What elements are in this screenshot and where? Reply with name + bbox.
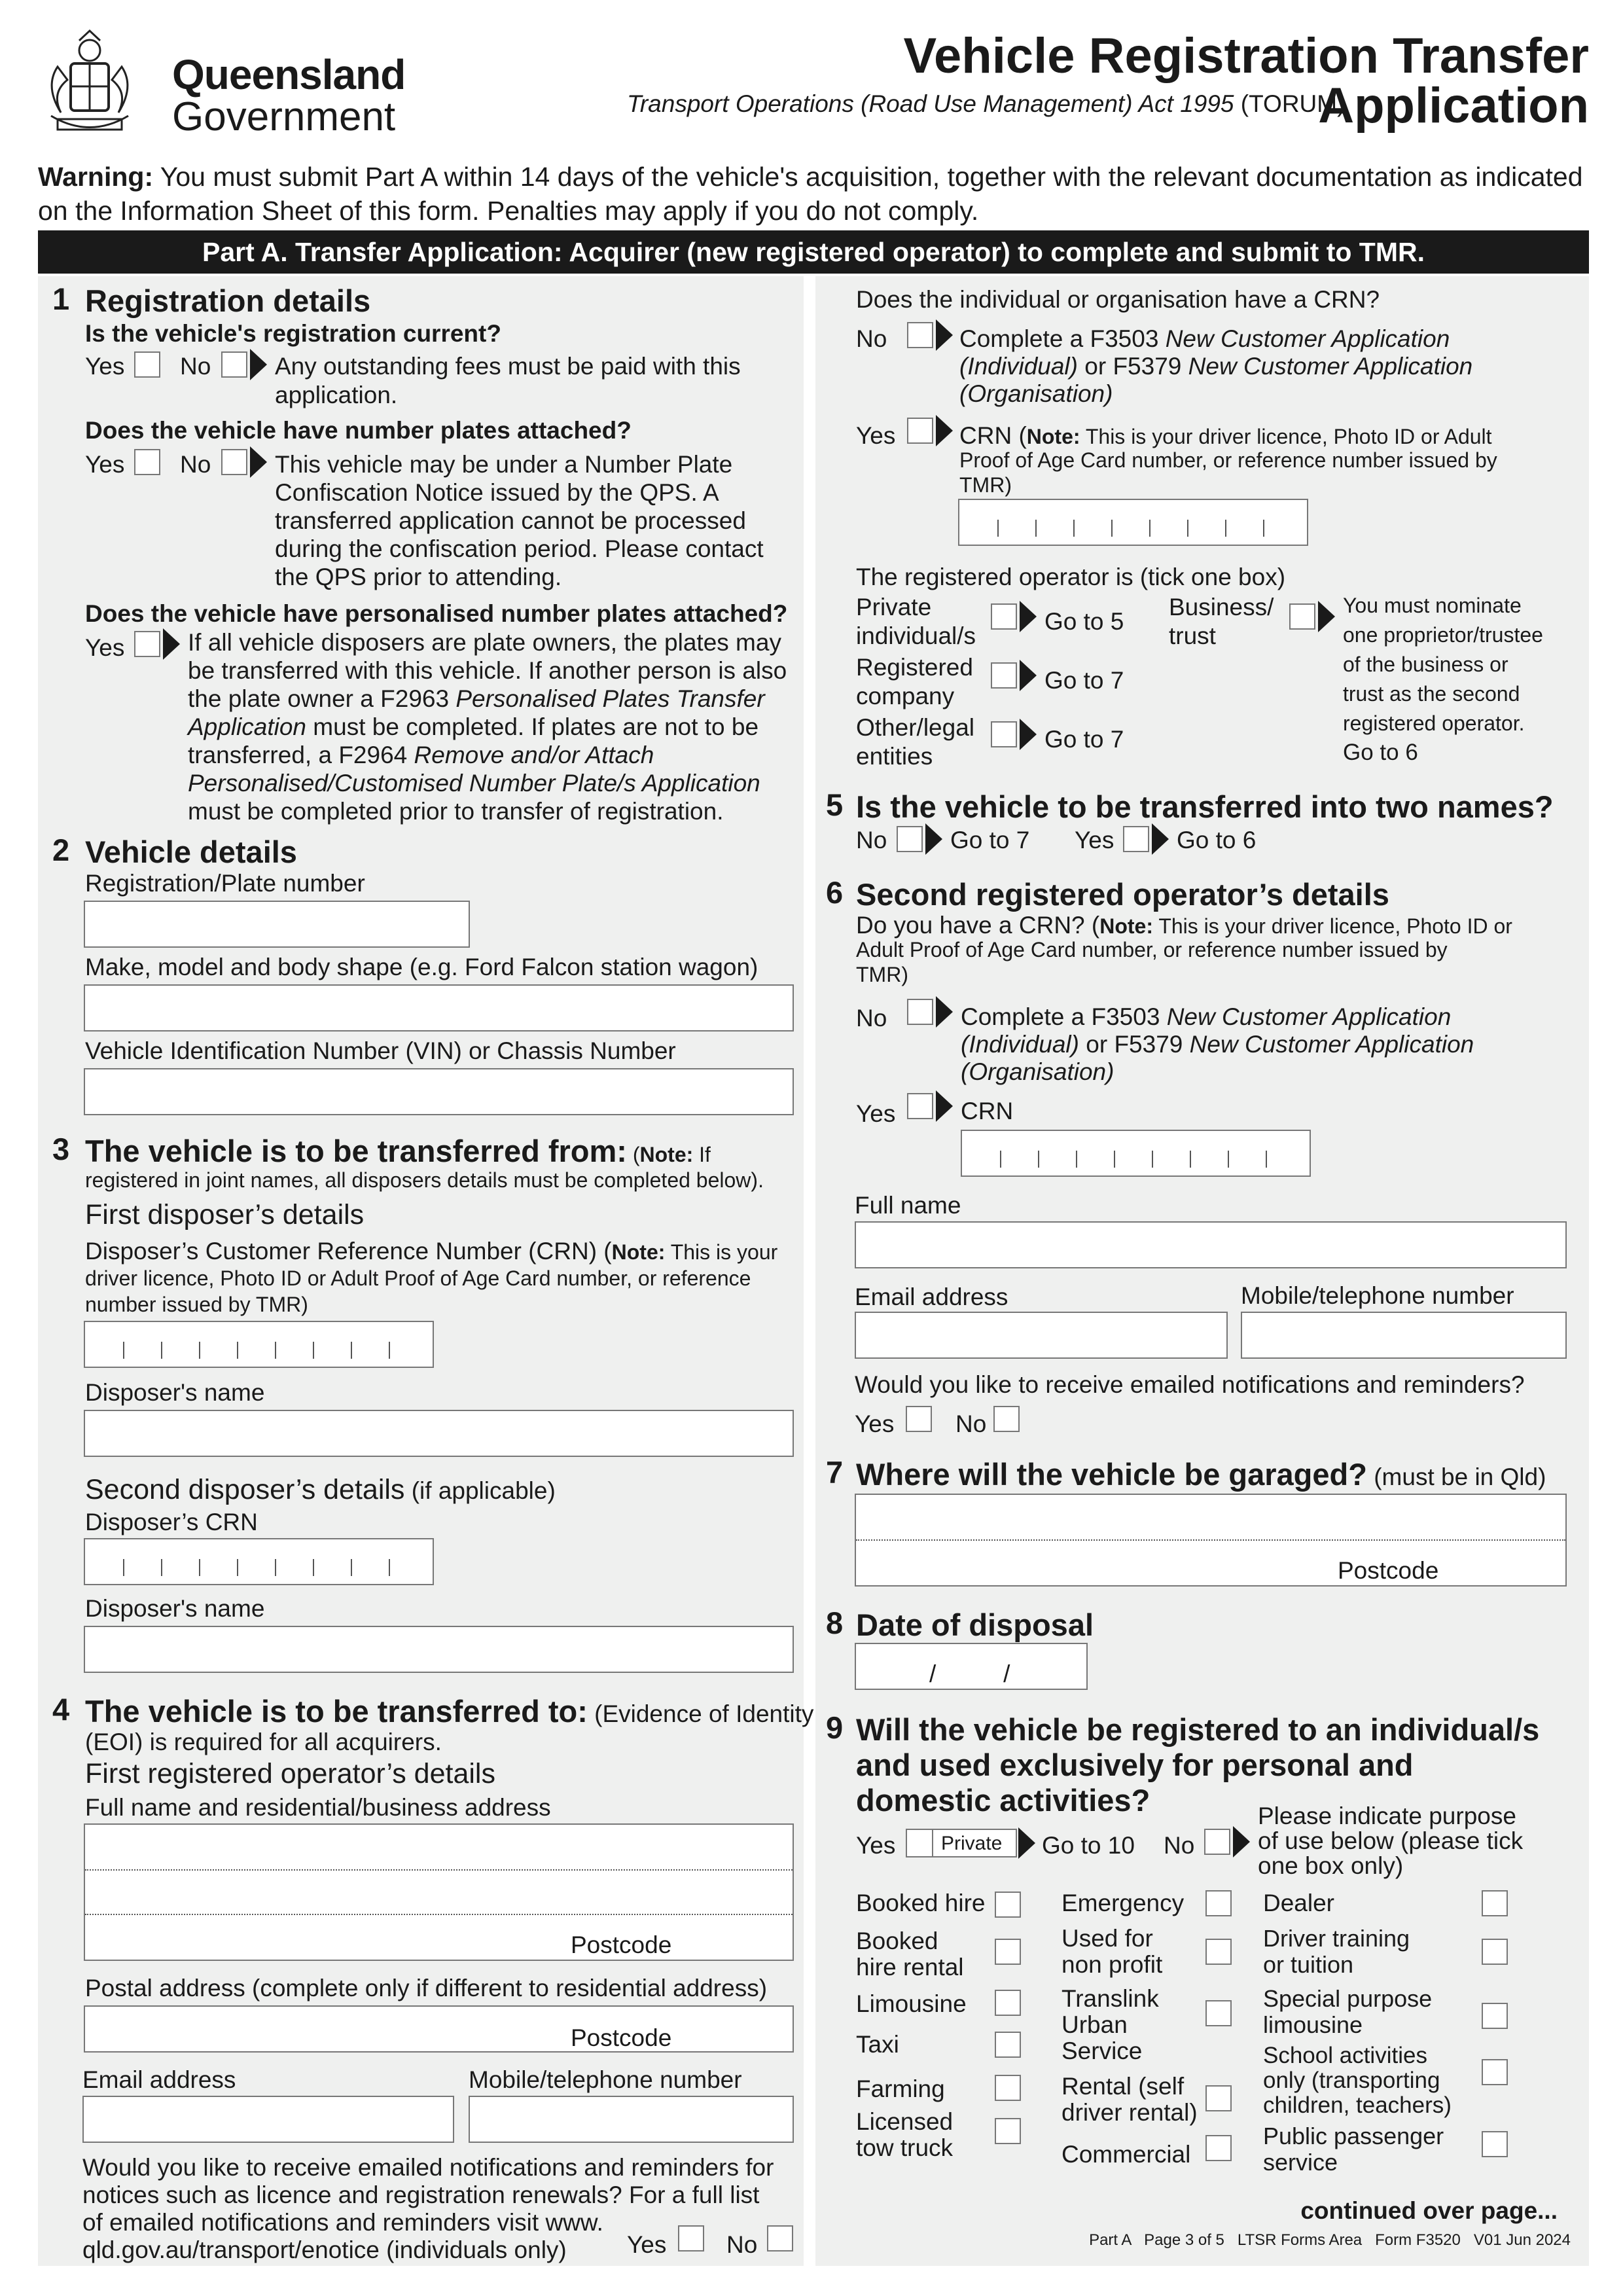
second-email-input[interactable] (855, 1312, 1228, 1359)
crn-yes-text: Proof of Age Card number, or reference number issued by (959, 448, 1497, 472)
section-7-title: Where will the vehicle be garaged? (must be in Qld) (856, 1457, 1546, 1492)
second-notif-yes-checkbox[interactable] (906, 1406, 932, 1432)
disposer-crn-label: Disposer’s Customer Reference Number (CRN) (Note: This is your (85, 1238, 778, 1265)
other-entities-checkbox[interactable] (991, 721, 1017, 747)
email-input[interactable] (82, 2096, 454, 2143)
second-crn-question: TMR) (856, 963, 908, 986)
queensland-government-logo (38, 27, 418, 145)
registered-company-label: Registered (856, 654, 973, 681)
second-crn-no-label: No (856, 1005, 887, 1031)
purpose-tow-truck-label: Licensed (856, 2108, 954, 2135)
fullname-label: Full name (855, 1192, 961, 1219)
goto-7-label: Go to 7 (950, 827, 1030, 853)
business-trust-note: You must nominate (1343, 594, 1522, 617)
arrow-right-icon (925, 823, 942, 855)
purpose-booked-hire-checkbox[interactable] (995, 1892, 1021, 1918)
second-crn-no-checkbox[interactable] (907, 999, 933, 1025)
plates-no-checkbox[interactable] (221, 449, 247, 475)
personalised-note: the plate owner a F2963 Personalised Plates Transfer (188, 685, 765, 712)
second-fullname-input[interactable] (855, 1221, 1567, 1268)
operator-crn-input[interactable] (958, 499, 1308, 546)
purpose-rental-label: driver rental) (1061, 2099, 1198, 2126)
two-names-yes-checkbox[interactable] (1123, 826, 1149, 852)
two-names-no-checkbox[interactable] (897, 826, 923, 852)
reg-current-no-label: No (180, 353, 211, 380)
second-email-label: Email address (855, 1283, 1008, 1310)
purpose-taxi-checkbox[interactable] (995, 2032, 1021, 2058)
warning-text: Warning: You must submit Part A within 14 days of the vehicle's acquisition, together with the relevant documentation as indicated on the Information Sheet of this form. Penalties may apply if you do not comply. (38, 162, 1583, 226)
second-notif-no-checkbox[interactable] (993, 1406, 1020, 1432)
vin-label: Vehicle Identification Number (VIN) or Chassis Number (85, 1037, 676, 1064)
postal-address-input[interactable] (84, 2005, 794, 2053)
arrow-right-icon (1152, 823, 1169, 855)
registered-company-label: company (856, 683, 955, 709)
personalised-yes-label: Yes (85, 634, 125, 661)
section-9-title: Will the vehicle be registered to an individual/s (856, 1712, 1540, 1747)
section-6-title: Second registered operator’s details (856, 877, 1389, 912)
postcode-label: Postcode (571, 1931, 672, 1958)
first-disposer-title: First disposer’s details (85, 1199, 365, 1230)
purpose-dealer-label: Dealer (1263, 1890, 1334, 1916)
second-crn-no-text: (Organisation) (961, 1058, 1115, 1085)
crn-yes-text: CRN (Note: This is your driver licence, Photo ID or Adult (959, 422, 1492, 449)
notification-text: of emailed notifications and reminders visit www. (82, 2209, 603, 2236)
purpose-non-profit-label: non profit (1061, 1951, 1163, 1978)
purpose-special-limousine-checkbox[interactable] (1482, 2003, 1508, 2029)
disposer-crn-note: number issued by TMR) (85, 1293, 308, 1316)
registered-company-checkbox[interactable] (991, 662, 1017, 689)
arrow-right-icon (250, 349, 267, 380)
logo-government: Government (172, 94, 396, 139)
personal-use-no-label: No (1164, 1832, 1195, 1859)
purpose-special-limousine-label: limousine (1263, 2011, 1363, 2038)
disposer-crn-note: driver licence, Photo ID or Adult Proof of Age Card number, or reference (85, 1266, 751, 1290)
business-trust-note: of the business or (1343, 653, 1508, 676)
notification-text: qld.gov.au/transport/enotice (individuals only) (82, 2236, 567, 2263)
first-disposer-name-input[interactable] (84, 1410, 794, 1457)
purpose-booked-hire-rental-label: hire rental (856, 1954, 964, 1981)
first-disposer-crn-input[interactable] (84, 1321, 434, 1368)
second-disposer-title: Second disposer’s details (if applicable) (85, 1474, 556, 1505)
postcode-label: Postcode (1338, 1557, 1439, 1584)
personalised-yes-checkbox[interactable] (134, 631, 160, 657)
second-disposer-crn-label: Disposer’s CRN (85, 1509, 258, 1535)
section-5-number: 5 (826, 787, 844, 822)
second-crn-yes-checkbox[interactable] (907, 1093, 933, 1119)
postal-label: Postal address (complete only if different to residential address) (85, 1975, 768, 2001)
purpose-note: Please indicate purpose (1258, 1803, 1516, 1829)
business-trust-note: Go to 6 (1343, 740, 1418, 765)
purpose-limousine-label: Limousine (856, 1990, 967, 2017)
crn-yes-label: Yes (856, 422, 896, 449)
purpose-farming-label: Farming (856, 2075, 945, 2102)
business-trust-label: Business/ (1169, 594, 1274, 620)
second-crn-question: Do you have a CRN? (Note: This is your driver licence, Photo ID or (856, 912, 1512, 939)
form-title: Vehicle Registration Transfer Application (903, 28, 1589, 134)
plates-note: This vehicle may be under a Number Plate (275, 451, 733, 478)
plates-yes-checkbox[interactable] (134, 449, 160, 475)
arrow-right-icon (936, 1090, 953, 1122)
plates-note: during the confiscation period. Please contact (275, 535, 764, 562)
second-phone-label: Mobile/telephone number (1241, 1282, 1514, 1309)
logo-queensland: Queensland (172, 51, 406, 98)
arrow-right-icon (1233, 1826, 1250, 1857)
operator-type-question: The registered operator is (tick one box) (856, 564, 1286, 590)
reg-current-no-checkbox[interactable] (221, 351, 247, 378)
second-crn-yes-label: Yes (856, 1100, 896, 1127)
second-phone-input[interactable] (1241, 1312, 1567, 1359)
second-operator-crn-input[interactable] (961, 1130, 1311, 1177)
plates-yes-label: Yes (85, 451, 125, 478)
purpose-note: one box only) (1258, 1852, 1404, 1879)
reg-current-question: Is the vehicle's registration current? (85, 320, 501, 347)
purpose-commercial-checkbox[interactable] (1205, 2135, 1232, 2161)
two-names-no-label: No (856, 827, 887, 853)
section-2-number: 2 (52, 833, 70, 867)
vin-input[interactable] (84, 1068, 794, 1115)
section-2-title: Vehicle details (85, 834, 297, 869)
crn-question: Does the individual or organisation have a CRN? (856, 286, 1380, 313)
address-input[interactable] (84, 1823, 794, 1961)
business-trust-note: trust as the second (1343, 682, 1520, 706)
make-model-input[interactable] (84, 984, 794, 1031)
purpose-rental-checkbox[interactable] (1205, 2085, 1232, 2111)
purpose-public-passenger-checkbox[interactable] (1482, 2131, 1508, 2157)
notif-yes-label: Yes (627, 2231, 667, 2258)
other-entities-label: entities (856, 743, 933, 770)
purpose-school-label: children, teachers) (1263, 2092, 1452, 2118)
arrow-right-icon (163, 628, 180, 660)
section-8-number: 8 (826, 1605, 844, 1640)
purpose-school-checkbox[interactable] (1482, 2059, 1508, 2085)
second-notif-question: Would you like to receive emailed notifications and reminders? (855, 1371, 1525, 1398)
purpose-translink-label: Service (1061, 2037, 1143, 2064)
goto-7-label: Go to 7 (1044, 726, 1124, 753)
arrow-right-icon (250, 446, 267, 478)
phone-label: Mobile/telephone number (469, 2066, 742, 2093)
purpose-booked-hire-label: Booked hire (856, 1890, 986, 1916)
purpose-school-label: School activities (1263, 2043, 1427, 2068)
purpose-public-passenger-label: service (1263, 2149, 1338, 2176)
section-8-title: Date of disposal (856, 1607, 1094, 1642)
crn-yes-text: TMR) (959, 473, 1012, 497)
second-crn-label: CRN (961, 1098, 1014, 1124)
disposer-name-label: Disposer's name (85, 1379, 265, 1406)
garage-address-input[interactable] (855, 1494, 1567, 1587)
purpose-driver-training-checkbox[interactable] (1482, 1939, 1508, 1965)
second-crn-no-text: Complete a F3503 New Customer Application (961, 1003, 1452, 1030)
date-separators: / / (929, 1660, 1010, 1687)
second-disposer-name-label: Disposer's name (85, 1595, 265, 1622)
dotted-line (85, 1869, 793, 1871)
form-subtitle: Transport Operations (Road Use Management) Act 1995 (TORUM) (627, 90, 1346, 117)
rego-input[interactable] (84, 901, 470, 948)
notif-yes-checkbox[interactable] (678, 2225, 704, 2251)
plates-no-label: No (180, 451, 211, 478)
arrow-right-icon (936, 319, 953, 351)
private-individual-checkbox[interactable] (991, 603, 1017, 630)
second-crn-no-text: (Individual) or F5379 New Customer Application (961, 1031, 1474, 1058)
purpose-taxi-label: Taxi (856, 2031, 899, 2058)
postcode-label: Postcode (571, 2024, 672, 2051)
purpose-dealer-checkbox[interactable] (1482, 1890, 1508, 1916)
private-individual-label: individual/s (856, 622, 976, 649)
arrow-right-icon (1020, 660, 1037, 691)
two-names-yes-label: Yes (1075, 827, 1115, 853)
section-5-title: Is the vehicle to be transferred into two names? (856, 789, 1554, 824)
part-a-header-bar: Part A. Transfer Application: Acquirer (new registered operator) to complete and submit to TMR. (38, 230, 1589, 274)
reg-current-yes-label: Yes (85, 353, 125, 380)
date-of-disposal-input[interactable] (855, 1643, 1088, 1690)
section-1-number: 1 (52, 281, 70, 316)
second-disposer-crn-input[interactable] (84, 1538, 434, 1585)
second-disposer-name-input[interactable] (84, 1626, 794, 1673)
reg-current-note: Any outstanding fees must be paid with this (275, 353, 741, 380)
section-3-note: registered in joint names, all disposers details must be completed below). (85, 1168, 764, 1192)
personal-use-yes-checkbox[interactable] (906, 1829, 1017, 1857)
crn-no-checkbox[interactable] (907, 322, 933, 348)
business-trust-note: registered operator. (1343, 711, 1525, 735)
phone-input[interactable] (469, 2096, 794, 2143)
goto-5-label: Go to 5 (1044, 608, 1124, 635)
section-9-number: 9 (826, 1710, 844, 1745)
coat-of-arms-icon (38, 27, 141, 145)
email-label: Email address (82, 2066, 236, 2093)
plates-note: Confiscation Notice issued by the QPS. A (275, 479, 719, 506)
purpose-farming-checkbox[interactable] (995, 2075, 1021, 2101)
purpose-public-passenger-label: Public passenger (1263, 2123, 1444, 2149)
business-trust-note: one proprietor/trustee (1343, 623, 1543, 647)
personalised-plates-question: Does the vehicle have personalised number plates attached? (85, 600, 788, 627)
first-operator-title: First registered operator’s details (85, 1758, 495, 1789)
section-3-number: 3 (52, 1132, 70, 1166)
section-4-title: The vehicle is to be transferred to: (Evidence of Identity (85, 1694, 814, 1729)
business-trust-label: trust (1169, 622, 1216, 649)
purpose-rental-label: Rental (self (1061, 2073, 1185, 2100)
reg-current-note: application. (275, 382, 398, 408)
other-entities-label: Other/legal (856, 714, 974, 741)
purpose-driver-training-label: Driver training (1263, 1925, 1410, 1952)
arrow-right-icon (1318, 601, 1335, 632)
personalised-note: If all vehicle disposers are plate owners, the plates may (188, 629, 781, 656)
crn-yes-checkbox[interactable] (907, 418, 933, 444)
section-7-number: 7 (826, 1455, 844, 1490)
section-3-title: The vehicle is to be transferred from: (Note: If (85, 1134, 711, 1168)
purpose-driver-training-label: or tuition (1263, 1951, 1354, 1978)
second-notif-no-label: No (955, 1410, 987, 1437)
notification-text: Would you like to receive emailed notifications and reminders for (82, 2154, 774, 2181)
crn-no-text: (Individual) or F5379 New Customer Application (959, 353, 1473, 380)
purpose-translink-label: Translink (1061, 1985, 1159, 2012)
crn-no-text: (Organisation) (959, 380, 1113, 407)
business-trust-checkbox[interactable] (1289, 603, 1315, 630)
private-tag: Private (941, 1833, 1003, 1854)
notif-no-checkbox[interactable] (767, 2225, 793, 2251)
notif-no-label: No (726, 2231, 758, 2258)
dotted-line (85, 1914, 793, 1915)
rego-label: Registration/Plate number (85, 870, 365, 897)
arrow-right-icon (1020, 719, 1037, 750)
plates-note: the QPS prior to attending. (275, 564, 562, 590)
purpose-special-limousine-label: Special purpose (1263, 1985, 1433, 2012)
reg-current-yes-checkbox[interactable] (134, 351, 160, 378)
continued-over-page: continued over page... (1300, 2197, 1558, 2224)
purpose-booked-hire-rental-label: Booked (856, 1928, 938, 1954)
purpose-non-profit-label: Used for (1061, 1925, 1153, 1952)
purpose-note: of use below (please tick (1258, 1827, 1524, 1854)
goto-10-label: Go to 10 (1042, 1832, 1135, 1859)
notification-text: notices such as licence and registration renewals? For a full list (82, 2181, 760, 2208)
section-4-number: 4 (52, 1692, 70, 1727)
purpose-commercial-label: Commercial (1061, 2141, 1191, 2168)
footer-meta: Part A Page 3 of 5 LTSR Forms Area Form F3520 V01 Jun 2024 (1089, 2231, 1571, 2249)
personal-use-no-checkbox[interactable] (1204, 1829, 1230, 1855)
personalised-note: Application must be completed. If plates are not to be (188, 713, 759, 740)
make-label: Make, model and body shape (e.g. Ford Falcon station wagon) (85, 954, 758, 980)
private-individual-label: Private (856, 594, 932, 620)
section-4-note: (EOI) is required for all acquirers. (85, 1729, 442, 1755)
crn-no-text: Complete a F3503 New Customer Application (959, 325, 1450, 352)
dotted-line (856, 1539, 1565, 1541)
plates-note: transferred application cannot be processed (275, 507, 746, 534)
purpose-tow-truck-label: tow truck (856, 2134, 954, 2161)
second-crn-question: Adult Proof of Age Card number, or reference number issued by (856, 938, 1448, 961)
goto-6-label: Go to 6 (1177, 827, 1257, 853)
plates-question: Does the vehicle have number plates attached? (85, 417, 632, 444)
section-9-title: and used exclusively for personal and (856, 1748, 1414, 1782)
purpose-emergency-checkbox[interactable] (1205, 1890, 1232, 1916)
second-notif-yes-label: Yes (855, 1410, 895, 1437)
arrow-right-icon (936, 415, 953, 446)
section-1-title: Registration details (85, 283, 371, 318)
arrow-right-icon (1018, 1827, 1035, 1859)
address-label: Full name and residential/business address (85, 1794, 551, 1821)
purpose-translink-checkbox[interactable] (1205, 2000, 1232, 2026)
purpose-translink-label: Urban (1061, 2011, 1128, 2038)
crn-no-label: No (856, 325, 887, 352)
personalised-note: be transferred with this vehicle. If another person is also (188, 657, 787, 684)
section-9-title: domestic activities? (856, 1783, 1150, 1818)
purpose-non-profit-checkbox[interactable] (1205, 1939, 1232, 1965)
purpose-tow-truck-checkbox[interactable] (995, 2118, 1021, 2144)
personalised-note: must be completed prior to transfer of registration. (188, 798, 724, 825)
purpose-school-label: only (transporting (1263, 2068, 1440, 2093)
arrow-right-icon (936, 996, 953, 1028)
goto-7-label: Go to 7 (1044, 667, 1124, 694)
purpose-limousine-checkbox[interactable] (995, 1990, 1021, 2016)
purpose-emergency-label: Emergency (1061, 1890, 1185, 1916)
personalised-note: transferred, a F2964 Remove and/or Attach (188, 742, 654, 768)
personal-use-yes-label: Yes (856, 1832, 896, 1859)
section-6-number: 6 (826, 875, 844, 910)
arrow-right-icon (1020, 601, 1037, 632)
personalised-note: Personalised/Customised Number Plate/s Application (188, 770, 760, 797)
purpose-booked-hire-rental-checkbox[interactable] (995, 1939, 1021, 1965)
